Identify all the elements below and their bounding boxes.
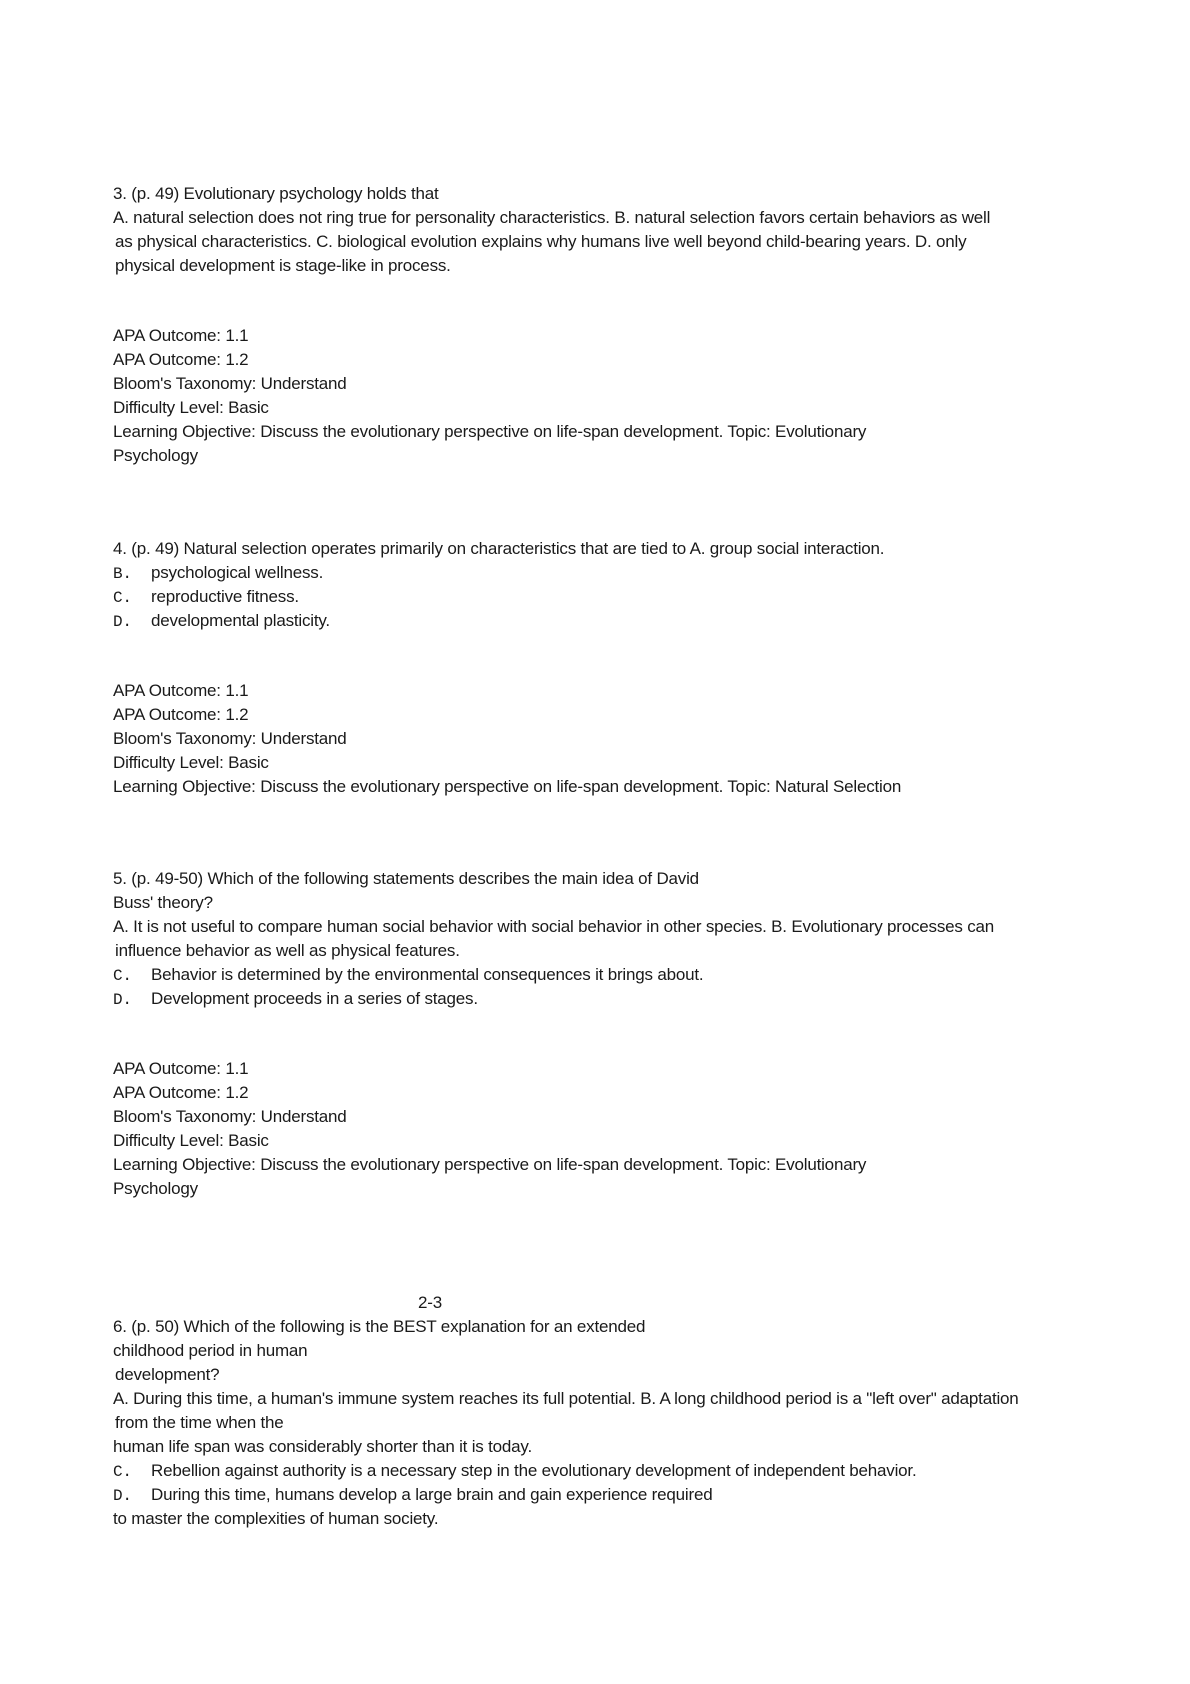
q3-meta-objective-cont: Psychology <box>113 446 198 465</box>
q3-meta-apa2: APA Outcome: 1.2 <box>113 350 249 369</box>
q5-line-2: influence behavior as well as physical features. <box>115 941 460 960</box>
q3-meta-apa1: APA Outcome: 1.1 <box>113 326 249 345</box>
q3-stem: 3. (p. 49) Evolutionary psychology holds that <box>113 184 439 203</box>
q4-option-b <box>113 562 323 585</box>
q6-line-3: human life span was considerably shorter than it is today. <box>113 1437 532 1456</box>
q5-meta-objective: Learning Objective: Discuss the evolutionary perspective on life-span development. Topic: Evolutionary <box>113 1155 867 1174</box>
q5-meta-difficulty: Difficulty Level: Basic <box>113 1131 269 1150</box>
q5-stem-2: Buss' theory? <box>113 893 213 912</box>
q6-stem-1: 6. (p. 50) Which of the following is the BEST explanation for an extended <box>113 1317 646 1336</box>
q6-stem-3: development? <box>115 1365 220 1384</box>
q4-meta-apa2: APA Outcome: 1.2 <box>113 705 249 724</box>
q5-line-1: A. It is not useful to compare human social behavior with social behavior in other species. B. Evolutionary processes can <box>113 917 995 936</box>
q4-option-d-text: developmental plasticity. <box>151 611 330 630</box>
q3-meta-objective: Learning Objective: Discuss the evolutionary perspective on life-span development. Topic: Evolutionary <box>113 422 867 441</box>
q4-option-c-text: reproductive fitness. <box>151 587 299 606</box>
q6-option-d <box>113 1484 712 1507</box>
q6-line-2: from the time when the <box>115 1413 284 1432</box>
q5-option-c-text: Behavior is determined by the environmental consequences it brings about. <box>151 965 704 984</box>
q5-meta-objective-cont: Psychology <box>113 1179 198 1198</box>
q6-option-d-letter: D. <box>113 1487 132 1505</box>
q3-line-2: as physical characteristics. C. biological evolution explains why humans live well beyond child-bearing years. D. only <box>115 232 967 251</box>
q6-option-c-letter: C. <box>113 1463 132 1481</box>
q4-option-d-letter: D. <box>113 613 132 631</box>
q5-option-d-text: Development proceeds in a series of stages. <box>151 989 478 1008</box>
q4-meta-objective: Learning Objective: Discuss the evolutionary perspective on life-span development. Topic: Natural Selection <box>113 777 902 796</box>
q4-option-b-letter: B. <box>113 565 132 583</box>
q3-meta-difficulty: Difficulty Level: Basic <box>113 398 269 417</box>
q4-option-b-text: psychological wellness. <box>151 563 324 582</box>
q4-meta-bloom: Bloom's Taxonomy: Understand <box>113 729 347 748</box>
q4-option-c-letter: C. <box>113 589 132 607</box>
q4-option-c <box>113 586 299 609</box>
q5-stem-1: 5. (p. 49-50) Which of the following statements describes the main idea of David <box>113 869 699 888</box>
q5-option-d-letter: D. <box>113 991 132 1009</box>
q6-option-d-text: During this time, humans develop a large brain and gain experience required <box>151 1485 713 1504</box>
q4-meta-difficulty: Difficulty Level: Basic <box>113 753 269 772</box>
q6-option-c-text: Rebellion against authority is a necessary step in the evolutionary development of independent behavior. <box>151 1461 917 1480</box>
q4-stem: 4. (p. 49) Natural selection operates primarily on characteristics that are tied to A. group social interaction. <box>113 539 885 558</box>
q5-meta-apa2: APA Outcome: 1.2 <box>113 1083 249 1102</box>
q3-meta-bloom: Bloom's Taxonomy: Understand <box>113 374 347 393</box>
q6-stem-2: childhood period in human <box>113 1341 308 1360</box>
q6-option-c <box>113 1460 916 1483</box>
q5-meta-bloom: Bloom's Taxonomy: Understand <box>113 1107 347 1126</box>
q3-line-1: A. natural selection does not ring true for personality characteristics. B. natural selection favors certain behaviors as well <box>113 208 991 227</box>
q4-option-d <box>113 610 330 633</box>
page-number: 2-3 <box>418 1293 442 1312</box>
q5-option-c-letter: C. <box>113 967 132 985</box>
q3-line-3: physical development is stage-like in process. <box>115 256 451 275</box>
q6-tail: to master the complexities of human society. <box>113 1509 439 1528</box>
q5-meta-apa1: APA Outcome: 1.1 <box>113 1059 249 1078</box>
q5-option-c <box>113 964 703 987</box>
q4-meta-apa1: APA Outcome: 1.1 <box>113 681 249 700</box>
q6-line-1: A. During this time, a human's immune system reaches its full potential. B. A long childhood period is a "left over" adaptation <box>113 1389 1019 1408</box>
q5-option-d <box>113 988 478 1011</box>
